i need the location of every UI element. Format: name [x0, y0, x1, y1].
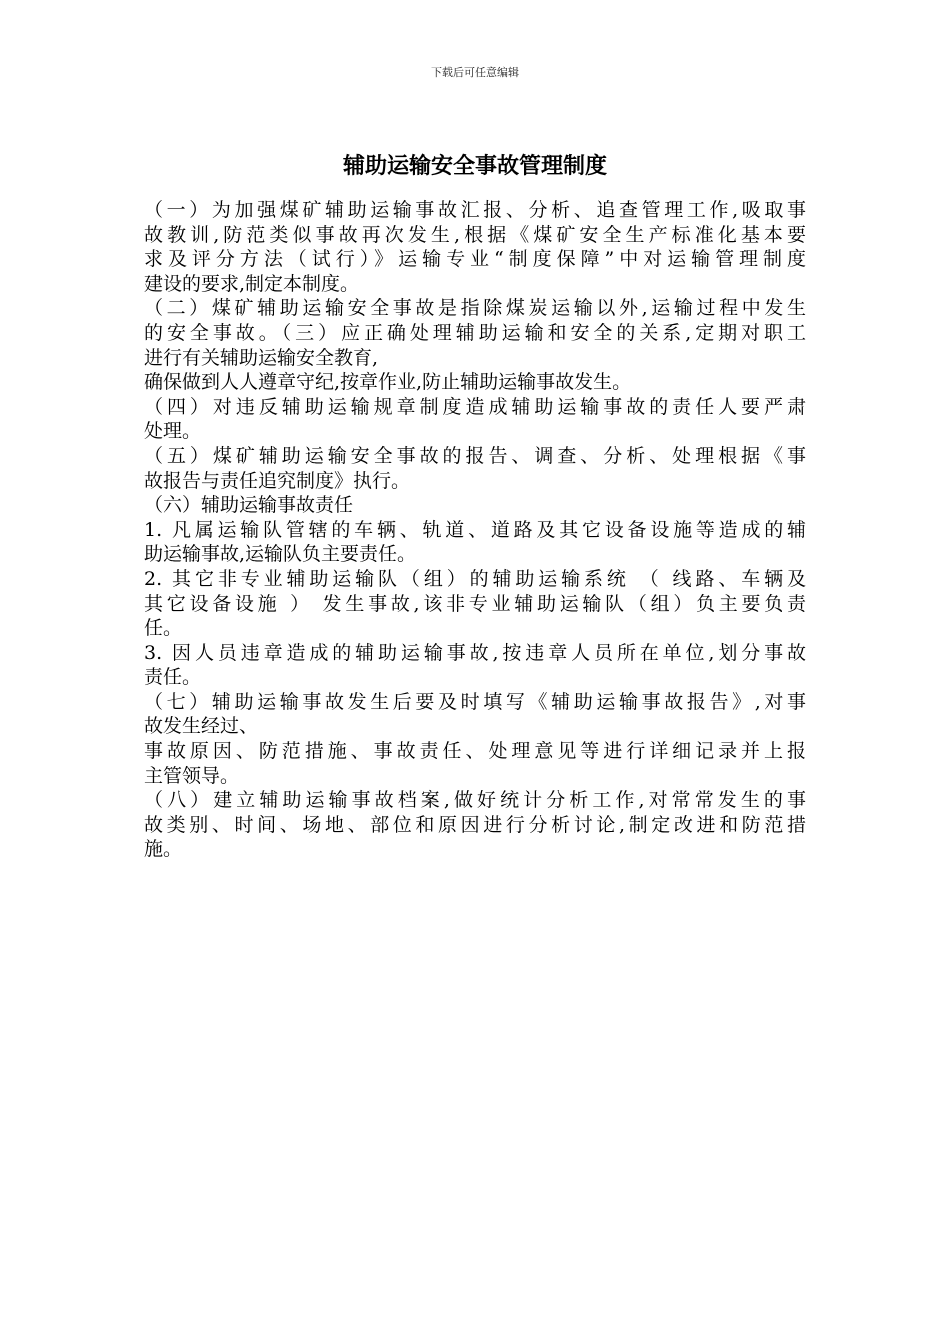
body-line: 确保做到人人遵章守纪,按章作业,防止辅助运输事故发生。	[144, 371, 632, 394]
body-line: 进行有关辅助运输安全教育,	[144, 346, 379, 369]
body-line: （四）对违反辅助运输规章制度造成辅助运输事故的责任人要严肃	[144, 395, 806, 418]
body-line: 1. 凡属运输队管辖的车辆、轨道、道路及其它设备设施等造成的辅	[144, 518, 806, 541]
body-line: 故教训,防范类似事故再次发生,根据《煤矿安全生产标准化基本要	[144, 223, 806, 246]
body-line: 求及评分方法（试行）》运输专业“制度保障”中对运输管理制度	[144, 248, 806, 271]
body-line: 任。	[144, 617, 183, 640]
document-body	[144, 198, 806, 862]
body-line: （七）辅助运输事故发生后要及时填写《辅助运输事故报告》,对事	[144, 690, 806, 713]
body-line: （六）辅助运输事故责任	[144, 494, 354, 517]
body-line: （二）煤矿辅助运输安全事故是指除煤炭运输以外,运输过程中发生	[144, 297, 806, 320]
body-line: 的安全事故。（三）应正确处理辅助运输和安全的关系,定期对职工	[144, 321, 806, 344]
body-line: 故报告与责任追究制度》执行。	[144, 469, 411, 492]
body-line: 主管领导。	[144, 764, 240, 787]
header-note: 下载后可任意编辑	[431, 66, 519, 79]
body-line: 其它设备设施 ） 发生事故,该非专业辅助运输队（组）负主要负责	[144, 592, 806, 615]
body-line: 建设的要求,制定本制度。	[144, 272, 360, 295]
body-line: 助运输事故,运输队负主要责任。	[144, 543, 417, 566]
body-line: （五）煤矿辅助运输安全事故的报告、调查、分析、处理根据《事	[144, 444, 806, 467]
body-line: 责任。	[144, 666, 202, 689]
body-line: 处理。	[144, 420, 202, 443]
body-line: 故类别、时间、场地、部位和原因进行分析讨论,制定改进和防范措	[144, 813, 806, 836]
document-title: 辅助运输安全事故管理制度	[342, 154, 607, 179]
body-line: 施。	[144, 838, 183, 861]
body-line: 故发生经过、	[144, 715, 259, 738]
body-line: （一）为加强煤矿辅助运输事故汇报、分析、追查管理工作,吸取事	[144, 199, 806, 221]
body-line: 事故原因、防范措施、事故责任、处理意见等进行详细记录并上报	[144, 740, 806, 763]
body-line: 2. 其它非专业辅助运输队（组）的辅助运输系统 （ 线路、车辆及	[144, 567, 806, 590]
body-line: （八）建立辅助运输事故档案,做好统计分析工作,对常常发生的事	[144, 789, 806, 812]
body-line: 3. 因人员违章造成的辅助运输事故,按违章人员所在单位,划分事故	[144, 641, 806, 664]
